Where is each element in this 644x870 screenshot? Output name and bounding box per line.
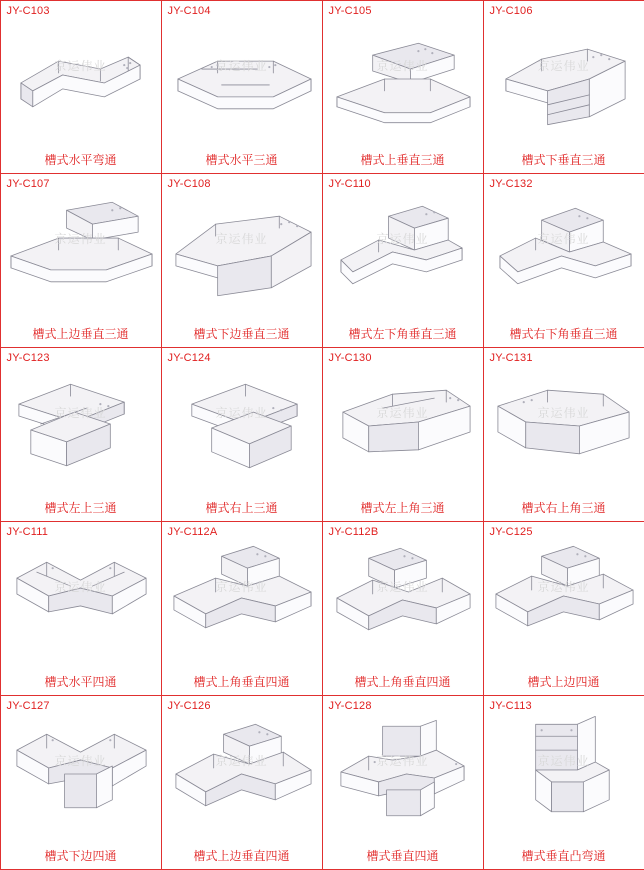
watermark: 京运伟业: [484, 230, 644, 247]
product-drawing: [323, 21, 483, 131]
watermark: 京运伟业: [323, 404, 483, 421]
product-name: 槽式左下角垂直三通: [323, 325, 483, 342]
catalog-cell[interactable]: [161, 347, 323, 522]
product-code: JY-C112A: [168, 526, 218, 538]
product-drawing: [1, 21, 161, 131]
product-code: JY-C127: [7, 700, 50, 712]
product-code: JY-C123: [7, 352, 50, 364]
watermark: 京运伟业: [162, 404, 322, 421]
product-drawing: [484, 716, 644, 826]
product-name: 槽式右上角三通: [484, 499, 644, 516]
product-code: JY-C125: [490, 526, 533, 538]
catalog-cell[interactable]: [483, 173, 644, 348]
product-code: JY-C128: [329, 700, 372, 712]
watermark: 京运伟业: [323, 752, 483, 769]
product-name: 槽式左上角三通: [323, 499, 483, 516]
watermark: 京运伟业: [162, 578, 322, 595]
product-code: JY-C106: [490, 5, 533, 17]
product-drawing: [162, 716, 322, 826]
product-drawing: [162, 542, 322, 652]
product-name: 槽式上垂直三通: [323, 151, 483, 168]
product-drawing: [323, 194, 483, 304]
product-name: 槽式上边垂直四通: [162, 847, 322, 864]
product-name: 槽式上边四通: [484, 673, 644, 690]
product-name: 槽式下边四通: [1, 847, 161, 864]
watermark: 京运伟业: [484, 404, 644, 421]
catalog-cell[interactable]: [322, 695, 484, 870]
product-code: JY-C104: [168, 5, 211, 17]
product-code: JY-C130: [329, 352, 372, 364]
product-code: JY-C124: [168, 352, 211, 364]
catalog-cell[interactable]: [0, 347, 162, 522]
product-drawing: [323, 542, 483, 652]
product-name: 槽式水平四通: [1, 673, 161, 690]
product-code: JY-C126: [168, 700, 211, 712]
product-name: 槽式上角垂直四通: [162, 673, 322, 690]
product-drawing: [1, 716, 161, 826]
product-name: 槽式左上三通: [1, 499, 161, 516]
watermark: 京运伟业: [162, 752, 322, 769]
catalog-cell[interactable]: [0, 0, 162, 174]
product-name: 槽式上边垂直三通: [1, 325, 161, 342]
watermark: 京运伟业: [323, 57, 483, 74]
product-code: JY-C113: [490, 700, 532, 712]
catalog-cell[interactable]: [0, 695, 162, 870]
catalog-cell[interactable]: [322, 173, 484, 348]
watermark: 京运伟业: [1, 57, 161, 74]
watermark: 京运伟业: [1, 752, 161, 769]
catalog-cell[interactable]: [483, 521, 644, 696]
watermark: 京运伟业: [484, 578, 644, 595]
product-code: JY-C103: [7, 5, 50, 17]
catalog-cell[interactable]: [483, 0, 644, 174]
product-code: JY-C111: [7, 526, 49, 538]
product-drawing: [1, 368, 161, 478]
watermark: 京运伟业: [162, 57, 322, 74]
product-drawing: [484, 21, 644, 131]
product-code: JY-C107: [7, 178, 50, 190]
product-drawing: [484, 368, 644, 478]
watermark: 京运伟业: [484, 752, 644, 769]
product-drawing: [323, 368, 483, 478]
product-code: JY-C108: [168, 178, 211, 190]
watermark: 京运伟业: [162, 230, 322, 247]
watermark: 京运伟业: [1, 404, 161, 421]
product-code: JY-C105: [329, 5, 372, 17]
product-drawing: [484, 542, 644, 652]
product-drawing: [162, 368, 322, 478]
product-code: JY-C132: [490, 178, 533, 190]
product-code: JY-C110: [329, 178, 371, 190]
product-name: 槽式垂直凸弯通: [484, 847, 644, 864]
catalog-cell[interactable]: [483, 347, 644, 522]
watermark: 京运伟业: [323, 578, 483, 595]
product-drawing: [1, 194, 161, 304]
product-code: JY-C112B: [329, 526, 379, 538]
product-name: 槽式右下角垂直三通: [484, 325, 644, 342]
catalog-cell[interactable]: [483, 695, 644, 870]
catalog-cell[interactable]: [161, 521, 323, 696]
catalog-cell[interactable]: [161, 0, 323, 174]
catalog-cell[interactable]: [322, 0, 484, 174]
catalog-cell[interactable]: [322, 521, 484, 696]
product-drawing: [1, 542, 161, 652]
product-name: 槽式水平三通: [162, 151, 322, 168]
product-name: 槽式下垂直三通: [484, 151, 644, 168]
product-name: 槽式右上三通: [162, 499, 322, 516]
product-drawing: [323, 716, 483, 826]
catalog-cell[interactable]: [0, 173, 162, 348]
product-drawing: [162, 21, 322, 131]
product-name: 槽式水平弯通: [1, 151, 161, 168]
watermark: 京运伟业: [1, 578, 161, 595]
product-drawing: [162, 194, 322, 304]
product-name: 槽式垂直四通: [323, 847, 483, 864]
watermark: 京运伟业: [484, 57, 644, 74]
catalog-cell[interactable]: [161, 695, 323, 870]
watermark: 京运伟业: [323, 230, 483, 247]
catalog-cell[interactable]: [322, 347, 484, 522]
product-name: 槽式上角垂直四通: [323, 673, 483, 690]
watermark: 京运伟业: [1, 230, 161, 247]
product-code: JY-C131: [490, 352, 533, 364]
product-name: 槽式下边垂直三通: [162, 325, 322, 342]
product-drawing: [484, 194, 644, 304]
catalog-cell[interactable]: [0, 521, 162, 696]
catalog-cell[interactable]: [161, 173, 323, 348]
